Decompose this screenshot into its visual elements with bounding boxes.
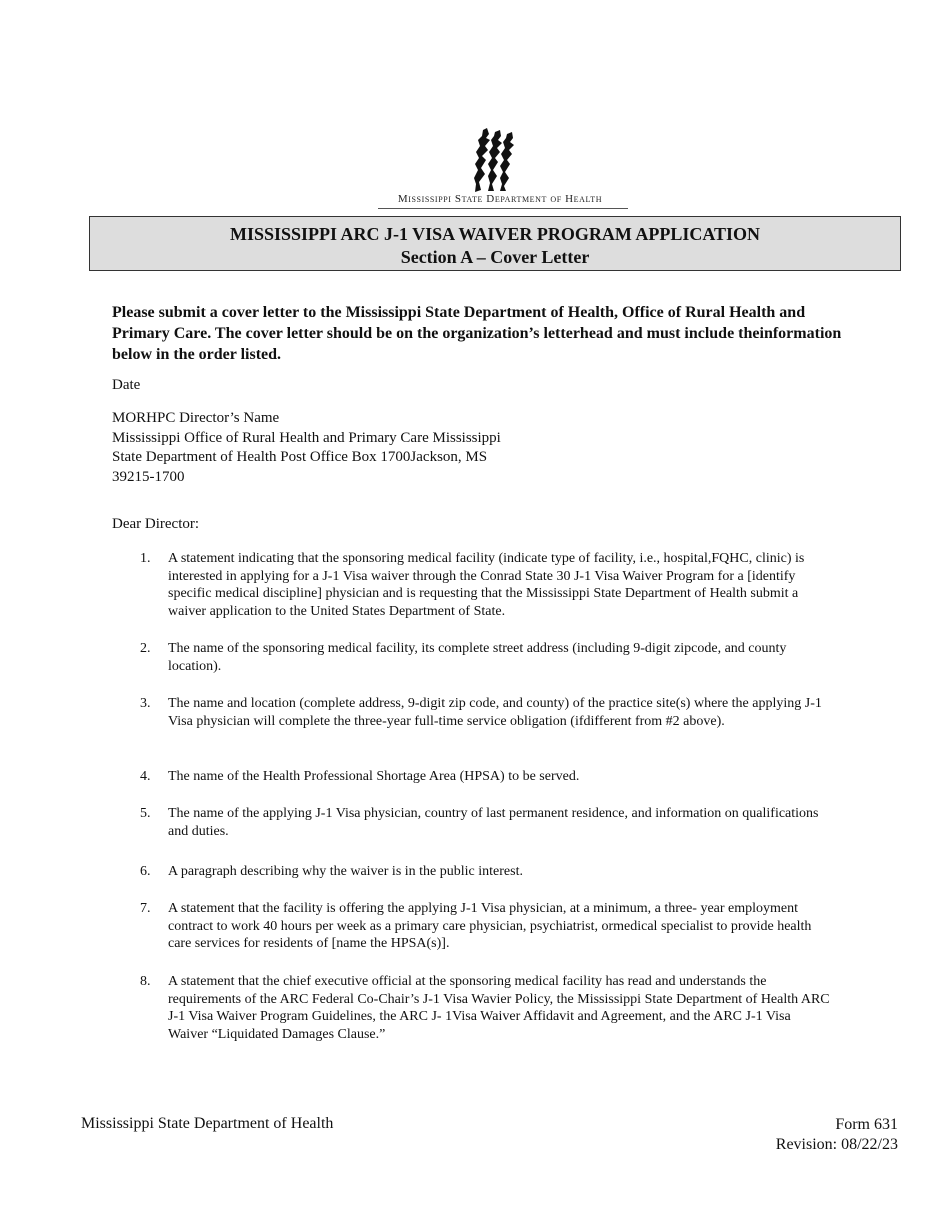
address-line: MORHPC Director’s Name xyxy=(112,410,280,426)
list-item-text: The name and location (complete address, 9-digit zip code, and county) of the practice site(s) where the applying J-1 Visa physician will complete the three-year full-time service obligation (ifdifferent from #2 above). xyxy=(168,696,822,729)
list-item-number: 4. xyxy=(140,769,151,784)
msdh-silhouette-logo-icon xyxy=(473,128,519,192)
list-item-text: A statement indicating that the sponsoring medical facility (indicate type of facility, i.e., hospital,FQHC, clinic) is interested in applying for a J-1 Visa waiver through the Conrad State 30 J-1 Visa Waiver Program for a [identify specific medical discipline] physician and is requesting that the Mississippi State Department of Health submit a waiver application to the United States Department of State. xyxy=(168,551,805,619)
date-label: Date xyxy=(112,377,141,393)
list-item-number: 7. xyxy=(140,901,151,916)
footer-revision: Revision: 08/22/23 xyxy=(775,1136,898,1153)
address-line: 39215-1700 xyxy=(112,468,185,485)
list-item-text: The name of the Health Professional Shortage Area (HPSA) to be served. xyxy=(168,769,580,784)
list-item-text: The name of the applying J-1 Visa physician, country of last permanent residence, and information on qualifications and duties. xyxy=(168,806,819,839)
list-item-text: A paragraph describing why the waiver is in the public interest. xyxy=(168,864,523,879)
list-item-text: A statement that the facility is offering the applying J-1 Visa physician, at a minimum, a three- year employment contract to work 40 hours per week as a primary care physician, psychiatrist, ormedical specialist to provide health care services for residents of [name the HPSA(s)]. xyxy=(168,901,812,952)
footer-form-number: Form 631 xyxy=(835,1116,898,1133)
footer-form-info xyxy=(776,1115,898,1155)
list-item-number: 2. xyxy=(140,641,151,656)
list-item-number: 1. xyxy=(140,551,151,566)
list-item-number: 8. xyxy=(140,974,151,989)
page-title: MISSISSIPPI ARC J-1 VISA WAIVER PROGRAM APPLICATION xyxy=(229,224,761,244)
list-item-number: 3. xyxy=(140,696,151,711)
title-box xyxy=(89,216,901,271)
intro-paragraph: Please submit a cover letter to the Mississippi State Department of Health, Office of Rural Health and Primary Care. The cover letter should be on the organization’s letterhead and must include theinformation below in the order listed. xyxy=(112,304,842,363)
msdh-logo xyxy=(360,128,640,212)
list-item-number: 6. xyxy=(140,864,151,879)
list-item-text: The name of the sponsoring medical facility, its complete street address (including 9-digit zipcode, and county location). xyxy=(168,641,787,674)
logo-rule xyxy=(378,208,628,209)
logo-org-name: Mississippi State Department of Health xyxy=(397,193,603,205)
address-line: Mississippi Office of Rural Health and Primary Care Mississippi xyxy=(112,429,501,446)
list-item-text: A statement that the chief executive official at the sponsoring medical facility has read and understands the requirements of the ARC Federal Co-Chair’s J-1 Visa Wavier Policy, the Mississippi State Department of Health ARC J-1 Visa Waiver Program Guidelines, the ARC J- 1Visa Waiver Affidavit and Agreement, and the ARC J-1 Visa Waiver “Liquidated Damages Clause.” xyxy=(168,974,830,1042)
address-block xyxy=(112,409,582,487)
page-subtitle: Section A – Cover Letter xyxy=(400,247,590,267)
address-line: State Department of Health Post Office Box 1700Jackson, MS xyxy=(112,449,488,465)
salutation: Dear Director: xyxy=(112,516,200,532)
footer-org: Mississippi State Department of Health xyxy=(81,1115,334,1132)
list-item-number: 5. xyxy=(140,806,151,821)
